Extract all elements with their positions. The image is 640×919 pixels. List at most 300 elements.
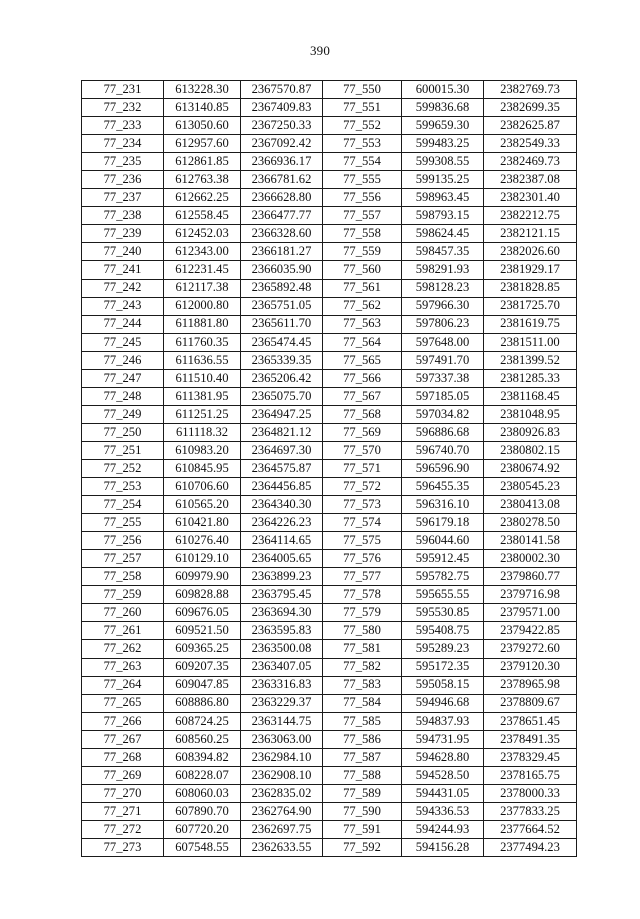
x-coordinate-right-cell: 597648.00 bbox=[402, 333, 484, 351]
point-id-right-cell: 77_587 bbox=[323, 748, 402, 766]
x-coordinate-left-cell: 612957.60 bbox=[164, 135, 241, 153]
x-coordinate-left-cell: 608724.25 bbox=[164, 712, 241, 730]
y-coordinate-left-cell: 2362697.75 bbox=[241, 820, 323, 838]
table-row bbox=[82, 784, 577, 802]
x-coordinate-left-cell: 612343.00 bbox=[164, 243, 241, 261]
table-row bbox=[82, 748, 577, 766]
x-coordinate-left-cell: 608394.82 bbox=[164, 748, 241, 766]
point-id-left-cell: 77_258 bbox=[82, 568, 164, 586]
y-coordinate-left-cell: 2363407.05 bbox=[241, 658, 323, 676]
x-coordinate-right-cell: 598624.45 bbox=[402, 225, 484, 243]
y-coordinate-left-cell: 2366328.60 bbox=[241, 225, 323, 243]
y-coordinate-right-cell: 2381725.70 bbox=[484, 297, 577, 315]
table-row bbox=[82, 387, 577, 405]
point-id-right-cell: 77_556 bbox=[323, 189, 402, 207]
x-coordinate-right-cell: 598457.35 bbox=[402, 243, 484, 261]
x-coordinate-left-cell: 612861.85 bbox=[164, 153, 241, 171]
x-coordinate-left-cell: 611118.32 bbox=[164, 423, 241, 441]
point-id-left-cell: 77_271 bbox=[82, 802, 164, 820]
point-id-left-cell: 77_246 bbox=[82, 351, 164, 369]
x-coordinate-right-cell: 595172.35 bbox=[402, 658, 484, 676]
point-id-right-cell: 77_569 bbox=[323, 423, 402, 441]
y-coordinate-right-cell: 2379716.98 bbox=[484, 586, 577, 604]
page-number: 390 bbox=[309, 43, 331, 58]
y-coordinate-left-cell: 2363595.83 bbox=[241, 622, 323, 640]
y-coordinate-left-cell: 2363229.37 bbox=[241, 694, 323, 712]
x-coordinate-right-cell: 596596.90 bbox=[402, 459, 484, 477]
point-id-right-cell: 77_552 bbox=[323, 117, 402, 135]
y-coordinate-right-cell: 2381168.45 bbox=[484, 387, 577, 405]
y-coordinate-right-cell: 2382212.75 bbox=[484, 207, 577, 225]
x-coordinate-right-cell: 594528.50 bbox=[402, 766, 484, 784]
point-id-left-cell: 77_239 bbox=[82, 225, 164, 243]
point-id-left-cell: 77_253 bbox=[82, 478, 164, 496]
table-row bbox=[82, 441, 577, 459]
x-coordinate-left-cell: 610706.60 bbox=[164, 478, 241, 496]
x-coordinate-left-cell: 612117.38 bbox=[164, 279, 241, 297]
x-coordinate-left-cell: 610421.80 bbox=[164, 514, 241, 532]
point-id-left-cell: 77_267 bbox=[82, 730, 164, 748]
point-id-left-cell: 77_250 bbox=[82, 423, 164, 441]
point-id-left-cell: 77_233 bbox=[82, 117, 164, 135]
x-coordinate-left-cell: 612231.45 bbox=[164, 261, 241, 279]
point-id-left-cell: 77_266 bbox=[82, 712, 164, 730]
x-coordinate-right-cell: 599836.68 bbox=[402, 99, 484, 117]
x-coordinate-right-cell: 594731.95 bbox=[402, 730, 484, 748]
coordinates-table-body bbox=[82, 81, 577, 857]
point-id-right-cell: 77_580 bbox=[323, 622, 402, 640]
point-id-left-cell: 77_235 bbox=[82, 153, 164, 171]
point-id-left-cell: 77_252 bbox=[82, 459, 164, 477]
x-coordinate-right-cell: 596316.10 bbox=[402, 496, 484, 514]
y-coordinate-right-cell: 2377664.52 bbox=[484, 820, 577, 838]
point-id-right-cell: 77_568 bbox=[323, 405, 402, 423]
table-row bbox=[82, 730, 577, 748]
y-coordinate-left-cell: 2364005.65 bbox=[241, 550, 323, 568]
y-coordinate-left-cell: 2367092.42 bbox=[241, 135, 323, 153]
y-coordinate-left-cell: 2366781.62 bbox=[241, 171, 323, 189]
point-id-right-cell: 77_560 bbox=[323, 261, 402, 279]
point-id-right-cell: 77_554 bbox=[323, 153, 402, 171]
x-coordinate-left-cell: 608886.80 bbox=[164, 694, 241, 712]
y-coordinate-left-cell: 2363500.08 bbox=[241, 640, 323, 658]
y-coordinate-left-cell: 2366035.90 bbox=[241, 261, 323, 279]
y-coordinate-left-cell: 2365339.35 bbox=[241, 351, 323, 369]
table-row bbox=[82, 81, 577, 99]
table-row bbox=[82, 171, 577, 189]
x-coordinate-right-cell: 599483.25 bbox=[402, 135, 484, 153]
y-coordinate-left-cell: 2362633.55 bbox=[241, 838, 323, 856]
point-id-left-cell: 77_248 bbox=[82, 387, 164, 405]
x-coordinate-left-cell: 608060.03 bbox=[164, 784, 241, 802]
x-coordinate-right-cell: 595058.15 bbox=[402, 676, 484, 694]
y-coordinate-left-cell: 2365892.48 bbox=[241, 279, 323, 297]
y-coordinate-left-cell: 2364697.30 bbox=[241, 441, 323, 459]
x-coordinate-left-cell: 609047.85 bbox=[164, 676, 241, 694]
table-row bbox=[82, 243, 577, 261]
x-coordinate-left-cell: 610983.20 bbox=[164, 441, 241, 459]
point-id-left-cell: 77_254 bbox=[82, 496, 164, 514]
x-coordinate-right-cell: 596179.18 bbox=[402, 514, 484, 532]
x-coordinate-left-cell: 613228.30 bbox=[164, 81, 241, 99]
y-coordinate-left-cell: 2366477.77 bbox=[241, 207, 323, 225]
point-id-left-cell: 77_272 bbox=[82, 820, 164, 838]
y-coordinate-right-cell: 2381048.95 bbox=[484, 405, 577, 423]
x-coordinate-left-cell: 609365.25 bbox=[164, 640, 241, 658]
y-coordinate-right-cell: 2380002.30 bbox=[484, 550, 577, 568]
y-coordinate-left-cell: 2366936.17 bbox=[241, 153, 323, 171]
table-row bbox=[82, 694, 577, 712]
y-coordinate-left-cell: 2364114.65 bbox=[241, 532, 323, 550]
point-id-right-cell: 77_555 bbox=[323, 171, 402, 189]
x-coordinate-left-cell: 610129.10 bbox=[164, 550, 241, 568]
y-coordinate-right-cell: 2380545.23 bbox=[484, 478, 577, 496]
y-coordinate-left-cell: 2366628.80 bbox=[241, 189, 323, 207]
table-row bbox=[82, 279, 577, 297]
x-coordinate-right-cell: 598128.23 bbox=[402, 279, 484, 297]
point-id-right-cell: 77_584 bbox=[323, 694, 402, 712]
table-row bbox=[82, 99, 577, 117]
point-id-left-cell: 77_257 bbox=[82, 550, 164, 568]
point-id-left-cell: 77_264 bbox=[82, 676, 164, 694]
y-coordinate-left-cell: 2363795.45 bbox=[241, 586, 323, 604]
y-coordinate-left-cell: 2365075.70 bbox=[241, 387, 323, 405]
y-coordinate-right-cell: 2378165.75 bbox=[484, 766, 577, 784]
y-coordinate-right-cell: 2382387.08 bbox=[484, 171, 577, 189]
x-coordinate-right-cell: 600015.30 bbox=[402, 81, 484, 99]
x-coordinate-right-cell: 595408.75 bbox=[402, 622, 484, 640]
x-coordinate-right-cell: 597806.23 bbox=[402, 315, 484, 333]
y-coordinate-right-cell: 2381285.33 bbox=[484, 369, 577, 387]
point-id-left-cell: 77_240 bbox=[82, 243, 164, 261]
x-coordinate-left-cell: 609979.90 bbox=[164, 568, 241, 586]
point-id-right-cell: 77_592 bbox=[323, 838, 402, 856]
point-id-left-cell: 77_243 bbox=[82, 297, 164, 315]
table-row bbox=[82, 351, 577, 369]
table-row bbox=[82, 838, 577, 856]
y-coordinate-right-cell: 2378809.67 bbox=[484, 694, 577, 712]
point-id-right-cell: 77_589 bbox=[323, 784, 402, 802]
point-id-right-cell: 77_564 bbox=[323, 333, 402, 351]
point-id-left-cell: 77_234 bbox=[82, 135, 164, 153]
x-coordinate-right-cell: 597966.30 bbox=[402, 297, 484, 315]
table-row bbox=[82, 604, 577, 622]
x-coordinate-right-cell: 598291.93 bbox=[402, 261, 484, 279]
x-coordinate-right-cell: 595289.23 bbox=[402, 640, 484, 658]
table-row bbox=[82, 532, 577, 550]
point-id-left-cell: 77_262 bbox=[82, 640, 164, 658]
table-row bbox=[82, 820, 577, 838]
point-id-right-cell: 77_557 bbox=[323, 207, 402, 225]
y-coordinate-right-cell: 2382026.60 bbox=[484, 243, 577, 261]
point-id-left-cell: 77_231 bbox=[82, 81, 164, 99]
x-coordinate-left-cell: 612452.03 bbox=[164, 225, 241, 243]
x-coordinate-right-cell: 597491.70 bbox=[402, 351, 484, 369]
point-id-left-cell: 77_236 bbox=[82, 171, 164, 189]
x-coordinate-left-cell: 609828.88 bbox=[164, 586, 241, 604]
table-row bbox=[82, 658, 577, 676]
x-coordinate-left-cell: 609676.05 bbox=[164, 604, 241, 622]
y-coordinate-left-cell: 2362764.90 bbox=[241, 802, 323, 820]
y-coordinate-right-cell: 2380413.08 bbox=[484, 496, 577, 514]
x-coordinate-left-cell: 612662.25 bbox=[164, 189, 241, 207]
y-coordinate-right-cell: 2378651.45 bbox=[484, 712, 577, 730]
table-row bbox=[82, 135, 577, 153]
table-row bbox=[82, 261, 577, 279]
y-coordinate-left-cell: 2362984.10 bbox=[241, 748, 323, 766]
x-coordinate-right-cell: 594244.93 bbox=[402, 820, 484, 838]
point-id-right-cell: 77_590 bbox=[323, 802, 402, 820]
x-coordinate-left-cell: 613050.60 bbox=[164, 117, 241, 135]
point-id-right-cell: 77_563 bbox=[323, 315, 402, 333]
y-coordinate-right-cell: 2379272.60 bbox=[484, 640, 577, 658]
y-coordinate-right-cell: 2378965.98 bbox=[484, 676, 577, 694]
table-row bbox=[82, 712, 577, 730]
x-coordinate-right-cell: 599308.55 bbox=[402, 153, 484, 171]
table-row bbox=[82, 550, 577, 568]
point-id-right-cell: 77_586 bbox=[323, 730, 402, 748]
point-id-left-cell: 77_251 bbox=[82, 441, 164, 459]
coordinates-table bbox=[81, 80, 577, 857]
point-id-right-cell: 77_551 bbox=[323, 99, 402, 117]
x-coordinate-right-cell: 598963.45 bbox=[402, 189, 484, 207]
y-coordinate-right-cell: 2381929.17 bbox=[484, 261, 577, 279]
point-id-right-cell: 77_572 bbox=[323, 478, 402, 496]
x-coordinate-left-cell: 609521.50 bbox=[164, 622, 241, 640]
point-id-right-cell: 77_581 bbox=[323, 640, 402, 658]
table-row bbox=[82, 333, 577, 351]
point-id-left-cell: 77_238 bbox=[82, 207, 164, 225]
table-row bbox=[82, 802, 577, 820]
point-id-right-cell: 77_575 bbox=[323, 532, 402, 550]
table-row bbox=[82, 766, 577, 784]
table-row bbox=[82, 297, 577, 315]
table-row bbox=[82, 207, 577, 225]
point-id-right-cell: 77_573 bbox=[323, 496, 402, 514]
x-coordinate-left-cell: 607720.20 bbox=[164, 820, 241, 838]
x-coordinate-right-cell: 597034.82 bbox=[402, 405, 484, 423]
x-coordinate-right-cell: 599135.25 bbox=[402, 171, 484, 189]
point-id-right-cell: 77_562 bbox=[323, 297, 402, 315]
table-row bbox=[82, 568, 577, 586]
point-id-right-cell: 77_565 bbox=[323, 351, 402, 369]
table-row bbox=[82, 478, 577, 496]
x-coordinate-left-cell: 611760.35 bbox=[164, 333, 241, 351]
point-id-right-cell: 77_553 bbox=[323, 135, 402, 153]
y-coordinate-right-cell: 2379860.77 bbox=[484, 568, 577, 586]
y-coordinate-left-cell: 2363316.83 bbox=[241, 676, 323, 694]
point-id-left-cell: 77_270 bbox=[82, 784, 164, 802]
point-id-left-cell: 77_256 bbox=[82, 532, 164, 550]
table-row bbox=[82, 496, 577, 514]
y-coordinate-right-cell: 2382769.73 bbox=[484, 81, 577, 99]
table-row bbox=[82, 369, 577, 387]
point-id-right-cell: 77_558 bbox=[323, 225, 402, 243]
y-coordinate-left-cell: 2367250.33 bbox=[241, 117, 323, 135]
y-coordinate-right-cell: 2382549.33 bbox=[484, 135, 577, 153]
point-id-left-cell: 77_255 bbox=[82, 514, 164, 532]
point-id-right-cell: 77_559 bbox=[323, 243, 402, 261]
x-coordinate-left-cell: 607890.70 bbox=[164, 802, 241, 820]
table-row bbox=[82, 586, 577, 604]
y-coordinate-left-cell: 2364226.23 bbox=[241, 514, 323, 532]
table-row bbox=[82, 622, 577, 640]
y-coordinate-right-cell: 2379571.00 bbox=[484, 604, 577, 622]
y-coordinate-right-cell: 2382699.35 bbox=[484, 99, 577, 117]
y-coordinate-right-cell: 2381399.52 bbox=[484, 351, 577, 369]
x-coordinate-right-cell: 596455.35 bbox=[402, 478, 484, 496]
point-id-right-cell: 77_576 bbox=[323, 550, 402, 568]
point-id-right-cell: 77_577 bbox=[323, 568, 402, 586]
point-id-right-cell: 77_591 bbox=[323, 820, 402, 838]
y-coordinate-right-cell: 2382121.15 bbox=[484, 225, 577, 243]
x-coordinate-left-cell: 611251.25 bbox=[164, 405, 241, 423]
point-id-right-cell: 77_578 bbox=[323, 586, 402, 604]
x-coordinate-right-cell: 594431.05 bbox=[402, 784, 484, 802]
y-coordinate-left-cell: 2364575.87 bbox=[241, 459, 323, 477]
y-coordinate-right-cell: 2380674.92 bbox=[484, 459, 577, 477]
y-coordinate-left-cell: 2365206.42 bbox=[241, 369, 323, 387]
x-coordinate-right-cell: 596886.68 bbox=[402, 423, 484, 441]
x-coordinate-right-cell: 594628.80 bbox=[402, 748, 484, 766]
y-coordinate-left-cell: 2363144.75 bbox=[241, 712, 323, 730]
y-coordinate-left-cell: 2366181.27 bbox=[241, 243, 323, 261]
y-coordinate-left-cell: 2362908.10 bbox=[241, 766, 323, 784]
x-coordinate-right-cell: 597185.05 bbox=[402, 387, 484, 405]
y-coordinate-right-cell: 2377494.23 bbox=[484, 838, 577, 856]
y-coordinate-right-cell: 2379422.85 bbox=[484, 622, 577, 640]
point-id-right-cell: 77_582 bbox=[323, 658, 402, 676]
y-coordinate-left-cell: 2364340.30 bbox=[241, 496, 323, 514]
table-row bbox=[82, 640, 577, 658]
x-coordinate-left-cell: 612558.45 bbox=[164, 207, 241, 225]
x-coordinate-right-cell: 596740.70 bbox=[402, 441, 484, 459]
table-row bbox=[82, 459, 577, 477]
y-coordinate-right-cell: 2382469.73 bbox=[484, 153, 577, 171]
y-coordinate-left-cell: 2362835.02 bbox=[241, 784, 323, 802]
y-coordinate-left-cell: 2365474.45 bbox=[241, 333, 323, 351]
point-id-right-cell: 77_570 bbox=[323, 441, 402, 459]
point-id-left-cell: 77_244 bbox=[82, 315, 164, 333]
y-coordinate-left-cell: 2363694.30 bbox=[241, 604, 323, 622]
table-row bbox=[82, 117, 577, 135]
point-id-right-cell: 77_588 bbox=[323, 766, 402, 784]
point-id-left-cell: 77_261 bbox=[82, 622, 164, 640]
y-coordinate-right-cell: 2380926.83 bbox=[484, 423, 577, 441]
point-id-left-cell: 77_260 bbox=[82, 604, 164, 622]
point-id-left-cell: 77_249 bbox=[82, 405, 164, 423]
x-coordinate-left-cell: 611381.95 bbox=[164, 387, 241, 405]
y-coordinate-right-cell: 2382625.87 bbox=[484, 117, 577, 135]
point-id-left-cell: 77_263 bbox=[82, 658, 164, 676]
x-coordinate-left-cell: 610565.20 bbox=[164, 496, 241, 514]
x-coordinate-left-cell: 610845.95 bbox=[164, 459, 241, 477]
y-coordinate-right-cell: 2382301.40 bbox=[484, 189, 577, 207]
table-row bbox=[82, 225, 577, 243]
x-coordinate-right-cell: 595782.75 bbox=[402, 568, 484, 586]
y-coordinate-left-cell: 2365611.70 bbox=[241, 315, 323, 333]
point-id-right-cell: 77_579 bbox=[323, 604, 402, 622]
point-id-left-cell: 77_232 bbox=[82, 99, 164, 117]
x-coordinate-left-cell: 610276.40 bbox=[164, 532, 241, 550]
point-id-right-cell: 77_585 bbox=[323, 712, 402, 730]
x-coordinate-right-cell: 597337.38 bbox=[402, 369, 484, 387]
point-id-left-cell: 77_259 bbox=[82, 586, 164, 604]
x-coordinate-left-cell: 612000.80 bbox=[164, 297, 241, 315]
x-coordinate-left-cell: 613140.85 bbox=[164, 99, 241, 117]
y-coordinate-left-cell: 2364456.85 bbox=[241, 478, 323, 496]
x-coordinate-left-cell: 608228.07 bbox=[164, 766, 241, 784]
point-id-right-cell: 77_567 bbox=[323, 387, 402, 405]
x-coordinate-left-cell: 608560.25 bbox=[164, 730, 241, 748]
y-coordinate-right-cell: 2381828.85 bbox=[484, 279, 577, 297]
point-id-left-cell: 77_237 bbox=[82, 189, 164, 207]
x-coordinate-right-cell: 599659.30 bbox=[402, 117, 484, 135]
x-coordinate-left-cell: 611881.80 bbox=[164, 315, 241, 333]
point-id-left-cell: 77_268 bbox=[82, 748, 164, 766]
table-row bbox=[82, 405, 577, 423]
y-coordinate-right-cell: 2381511.00 bbox=[484, 333, 577, 351]
x-coordinate-right-cell: 596044.60 bbox=[402, 532, 484, 550]
y-coordinate-left-cell: 2363063.00 bbox=[241, 730, 323, 748]
point-id-left-cell: 77_242 bbox=[82, 279, 164, 297]
x-coordinate-left-cell: 611510.40 bbox=[164, 369, 241, 387]
y-coordinate-right-cell: 2380802.15 bbox=[484, 441, 577, 459]
point-id-left-cell: 77_247 bbox=[82, 369, 164, 387]
x-coordinate-left-cell: 609207.35 bbox=[164, 658, 241, 676]
y-coordinate-right-cell: 2380141.58 bbox=[484, 532, 577, 550]
y-coordinate-right-cell: 2381619.75 bbox=[484, 315, 577, 333]
x-coordinate-right-cell: 595912.45 bbox=[402, 550, 484, 568]
y-coordinate-right-cell: 2378491.35 bbox=[484, 730, 577, 748]
point-id-right-cell: 77_550 bbox=[323, 81, 402, 99]
y-coordinate-left-cell: 2364821.12 bbox=[241, 423, 323, 441]
point-id-right-cell: 77_574 bbox=[323, 514, 402, 532]
point-id-left-cell: 77_265 bbox=[82, 694, 164, 712]
y-coordinate-left-cell: 2363899.23 bbox=[241, 568, 323, 586]
point-id-right-cell: 77_566 bbox=[323, 369, 402, 387]
point-id-right-cell: 77_561 bbox=[323, 279, 402, 297]
y-coordinate-right-cell: 2378000.33 bbox=[484, 784, 577, 802]
point-id-left-cell: 77_241 bbox=[82, 261, 164, 279]
y-coordinate-left-cell: 2367409.83 bbox=[241, 99, 323, 117]
x-coordinate-right-cell: 594336.53 bbox=[402, 802, 484, 820]
y-coordinate-right-cell: 2378329.45 bbox=[484, 748, 577, 766]
x-coordinate-left-cell: 607548.55 bbox=[164, 838, 241, 856]
point-id-right-cell: 77_583 bbox=[323, 676, 402, 694]
y-coordinate-right-cell: 2377833.25 bbox=[484, 802, 577, 820]
point-id-right-cell: 77_571 bbox=[323, 459, 402, 477]
y-coordinate-left-cell: 2365751.05 bbox=[241, 297, 323, 315]
x-coordinate-right-cell: 594156.28 bbox=[402, 838, 484, 856]
x-coordinate-right-cell: 595655.55 bbox=[402, 586, 484, 604]
point-id-left-cell: 77_273 bbox=[82, 838, 164, 856]
x-coordinate-right-cell: 594946.68 bbox=[402, 694, 484, 712]
point-id-left-cell: 77_245 bbox=[82, 333, 164, 351]
x-coordinate-left-cell: 611636.55 bbox=[164, 351, 241, 369]
y-coordinate-right-cell: 2380278.50 bbox=[484, 514, 577, 532]
x-coordinate-right-cell: 594837.93 bbox=[402, 712, 484, 730]
x-coordinate-right-cell: 598793.15 bbox=[402, 207, 484, 225]
table-row bbox=[82, 423, 577, 441]
point-id-left-cell: 77_269 bbox=[82, 766, 164, 784]
y-coordinate-right-cell: 2379120.30 bbox=[484, 658, 577, 676]
table-row bbox=[82, 189, 577, 207]
table-row bbox=[82, 676, 577, 694]
table-row bbox=[82, 315, 577, 333]
x-coordinate-right-cell: 595530.85 bbox=[402, 604, 484, 622]
table-row bbox=[82, 514, 577, 532]
